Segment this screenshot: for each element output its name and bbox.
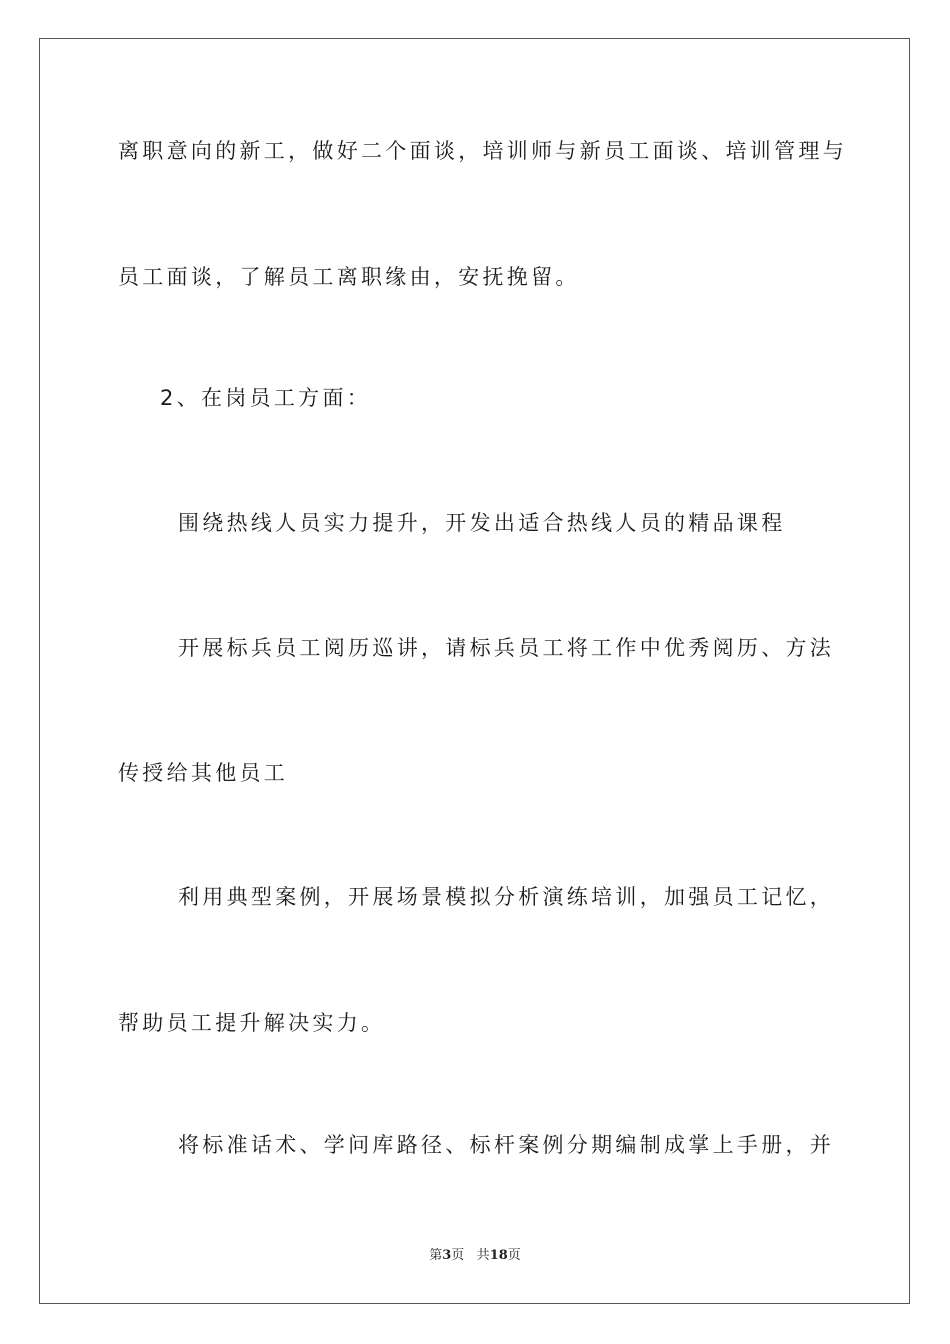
footer-page-prefix: 第	[429, 1248, 443, 1263]
body-text-line-6: 利用典型案例，开展场景模拟分析演练培训，加强员工记忆，	[178, 885, 835, 909]
body-text-line-8: 将标准话术、学问库路径、标杆案例分期编制成掌上手册，并	[178, 1133, 835, 1157]
footer-total-prefix: 共	[476, 1248, 490, 1263]
page-footer	[0, 1248, 950, 1264]
footer-page-suffix: 页	[451, 1248, 465, 1263]
body-text-line-5: 传授给其他员工	[118, 761, 289, 785]
body-text-line-2: 员工面谈，了解员工离职缘由，安抚挽留。	[118, 265, 580, 289]
footer-total-pages: 18	[489, 1248, 508, 1263]
body-text-line-1: 离职意向的新工，做好二个面谈，培训师与新员工面谈、培训管理与	[118, 139, 847, 163]
section-heading: 2、在岗员工方面：	[160, 386, 372, 410]
page-frame	[39, 38, 910, 1304]
footer-page-number: 3	[442, 1248, 452, 1263]
footer-total-suffix: 页	[507, 1248, 521, 1263]
body-text-line-3: 围绕热线人员实力提升，开发出适合热线人员的精品课程	[178, 511, 786, 535]
body-text-line-4: 开展标兵员工阅历巡讲，请标兵员工将工作中优秀阅历、方法	[178, 636, 835, 660]
body-text-line-7: 帮助员工提升解决实力。	[118, 1011, 386, 1035]
